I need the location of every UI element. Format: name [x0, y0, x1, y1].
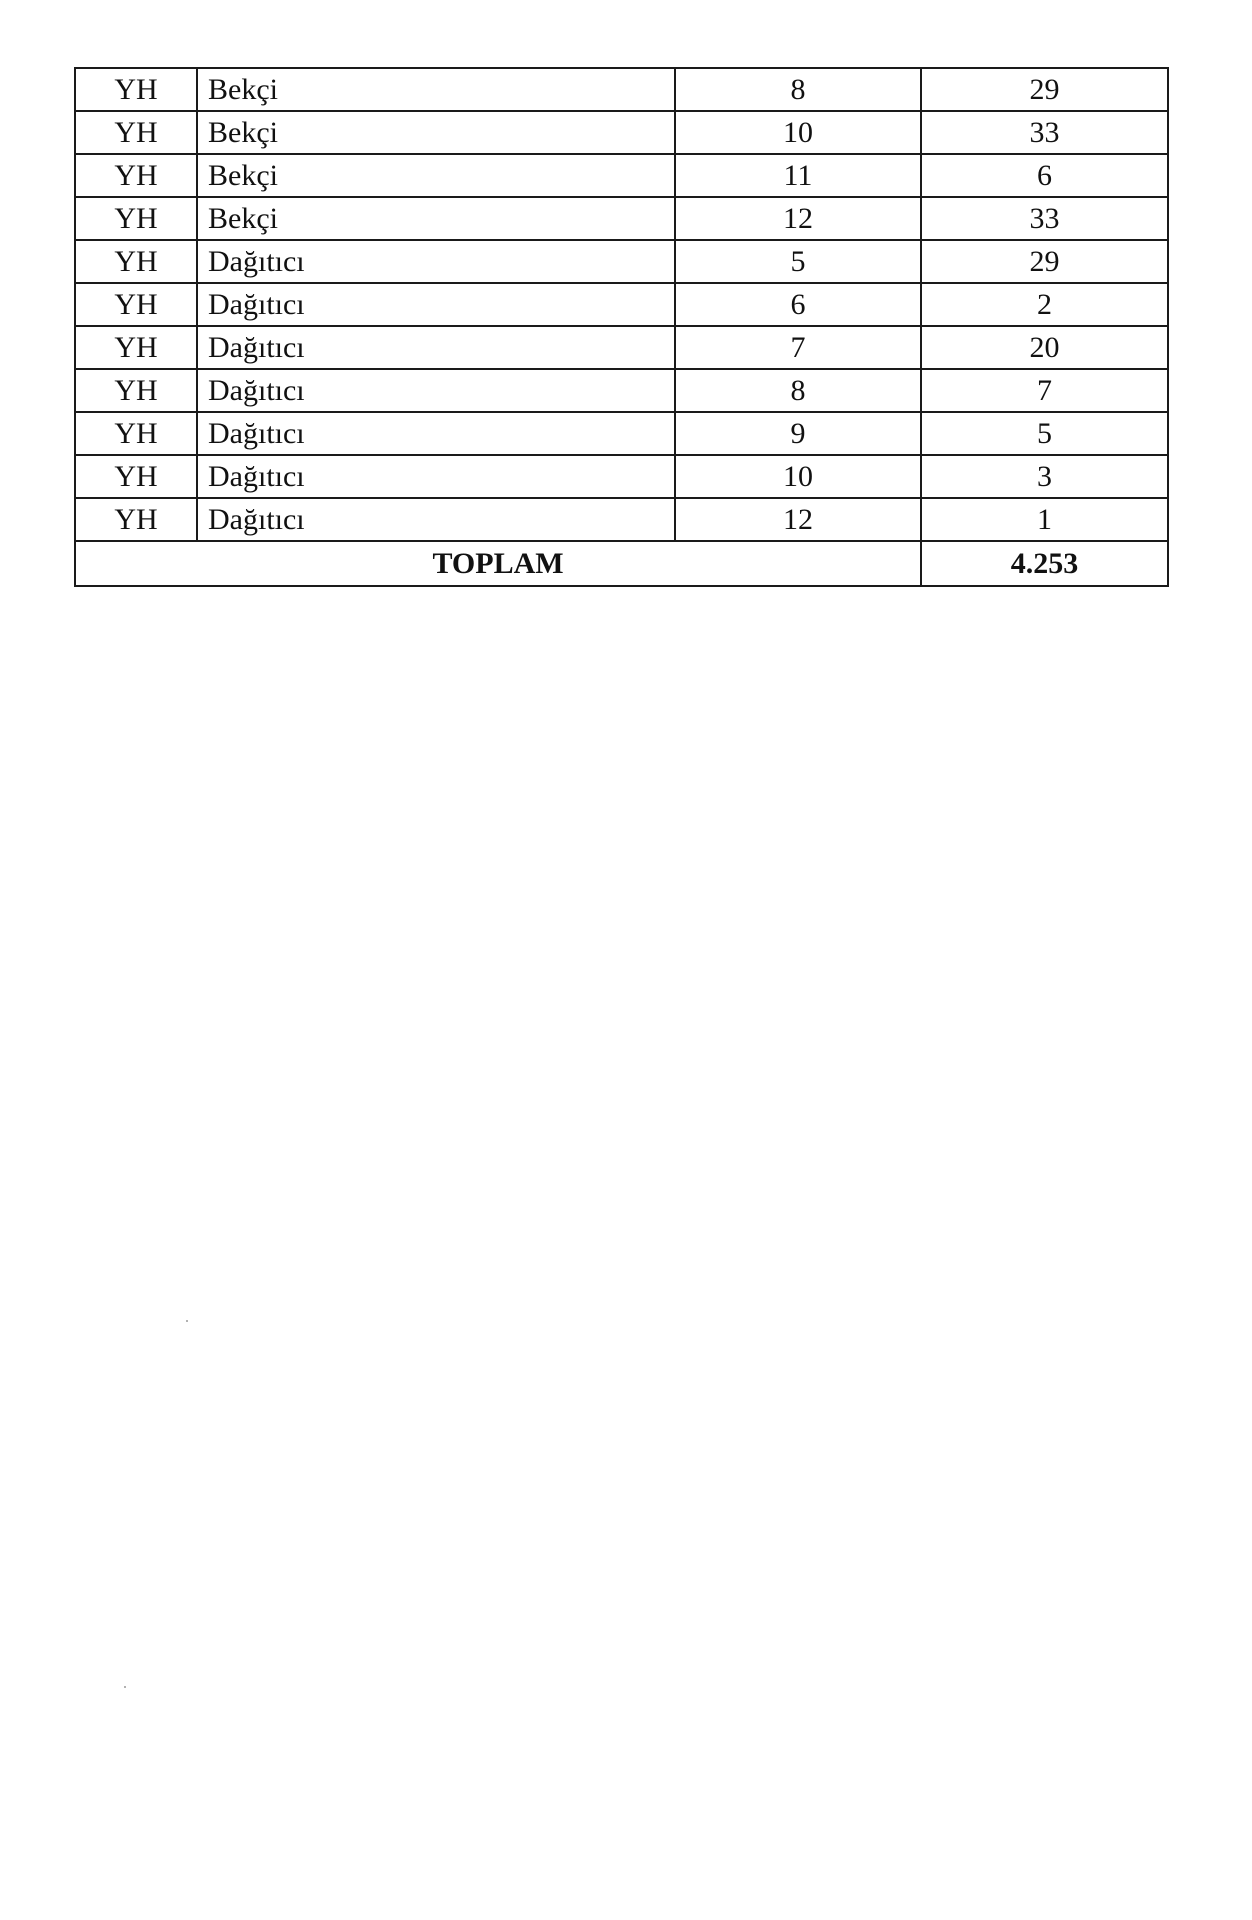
cell-count: 1: [921, 498, 1168, 541]
cell-grade: 10: [675, 111, 921, 154]
cell-count: 7: [921, 369, 1168, 412]
cell-count: 2: [921, 283, 1168, 326]
cell-grade: 11: [675, 154, 921, 197]
table-row: [75, 111, 1168, 154]
scan-speck: [186, 1320, 188, 1322]
cell-grade: 12: [675, 498, 921, 541]
total-label: TOPLAM: [75, 541, 921, 586]
cell-job-title: Dağıtıcı: [197, 240, 675, 283]
cell-class-code: YH: [75, 111, 197, 154]
cell-job-title: Bekçi: [197, 154, 675, 197]
table-row: [75, 240, 1168, 283]
table-row: [75, 498, 1168, 541]
cell-grade: 6: [675, 283, 921, 326]
cell-count: 29: [921, 68, 1168, 111]
cell-job-title: Dağıtıcı: [197, 369, 675, 412]
cell-count: 6: [921, 154, 1168, 197]
table-body: [75, 68, 1168, 586]
cell-class-code: YH: [75, 369, 197, 412]
cell-grade: 8: [675, 68, 921, 111]
cell-grade: 8: [675, 369, 921, 412]
total-row: [75, 541, 1168, 586]
cell-count: 33: [921, 111, 1168, 154]
cell-count: 33: [921, 197, 1168, 240]
cell-count: 29: [921, 240, 1168, 283]
table-row: [75, 369, 1168, 412]
total-value: 4.253: [921, 541, 1168, 586]
cell-job-title: Dağıtıcı: [197, 498, 675, 541]
cell-grade: 12: [675, 197, 921, 240]
table-row: [75, 455, 1168, 498]
cell-class-code: YH: [75, 197, 197, 240]
cell-grade: 9: [675, 412, 921, 455]
cell-count: 5: [921, 412, 1168, 455]
table-row: [75, 412, 1168, 455]
table-row: [75, 68, 1168, 111]
cell-job-title: Bekçi: [197, 197, 675, 240]
cell-class-code: YH: [75, 283, 197, 326]
cell-job-title: Dağıtıcı: [197, 283, 675, 326]
cell-class-code: YH: [75, 154, 197, 197]
scan-speck: [124, 1686, 126, 1688]
table-row: [75, 154, 1168, 197]
cell-class-code: YH: [75, 498, 197, 541]
cell-job-title: Dağıtıcı: [197, 326, 675, 369]
cell-grade: 5: [675, 240, 921, 283]
cell-class-code: YH: [75, 412, 197, 455]
table-row: [75, 197, 1168, 240]
cell-job-title: Dağıtıcı: [197, 455, 675, 498]
cell-job-title: Bekçi: [197, 68, 675, 111]
cell-count: 20: [921, 326, 1168, 369]
table-row: [75, 283, 1168, 326]
cell-grade: 10: [675, 455, 921, 498]
cell-count: 3: [921, 455, 1168, 498]
table-row: [75, 326, 1168, 369]
cell-job-title: Dağıtıcı: [197, 412, 675, 455]
cell-job-title: Bekçi: [197, 111, 675, 154]
cell-grade: 7: [675, 326, 921, 369]
staff-count-table: [74, 67, 1169, 587]
cell-class-code: YH: [75, 455, 197, 498]
cell-class-code: YH: [75, 326, 197, 369]
cell-class-code: YH: [75, 68, 197, 111]
cell-class-code: YH: [75, 240, 197, 283]
